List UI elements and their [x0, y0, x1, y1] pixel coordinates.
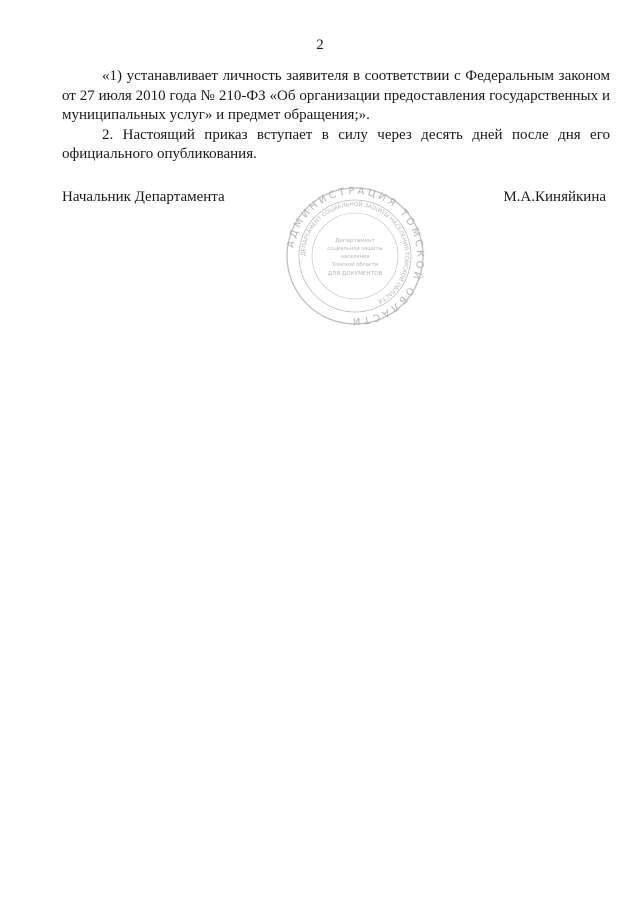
- stamp-inner-text: ДЕПАРТАМЕНТ СОЦИАЛЬНОЙ ЗАЩИТЫ НАСЕЛЕНИЯ ТОМСКОЙ ОБЛАСТИ: [300, 201, 410, 305]
- signatory-position: Начальник Департамента: [62, 189, 225, 205]
- stamp-outer-text: АДМИНИСТРАЦИЯ ТОМСКОЙ ОБЛАСТИ: [285, 186, 425, 326]
- document-body: [62, 67, 610, 165]
- stamp-center-line-5: ДЛЯ ДОКУМЕНТОВ: [327, 271, 383, 277]
- paragraph-2: 2. Настоящий приказ вступает в силу через десять дней после дня его официального опубликования.: [62, 126, 610, 162]
- page-number: 2: [316, 37, 324, 53]
- stamp-center-line-1: Департамент: [335, 238, 375, 244]
- official-stamp: [285, 186, 425, 326]
- stamp-center-text: [327, 238, 382, 277]
- stamp-center-line-4: Томской области: [331, 262, 379, 268]
- paragraph-1: «1) устанавливает личность заявителя в соответствии с Федеральным законом от 27 июля 2010 года № 210-ФЗ «Об организации предоставления государственных и муниципальных услуг» и предмет обращения;».: [62, 68, 610, 123]
- stamp-center-line-3: населения: [340, 254, 370, 260]
- signatory-name: М.А.Киняйкина: [503, 189, 606, 205]
- stamp-center-line-2: социальной защиты: [327, 246, 383, 252]
